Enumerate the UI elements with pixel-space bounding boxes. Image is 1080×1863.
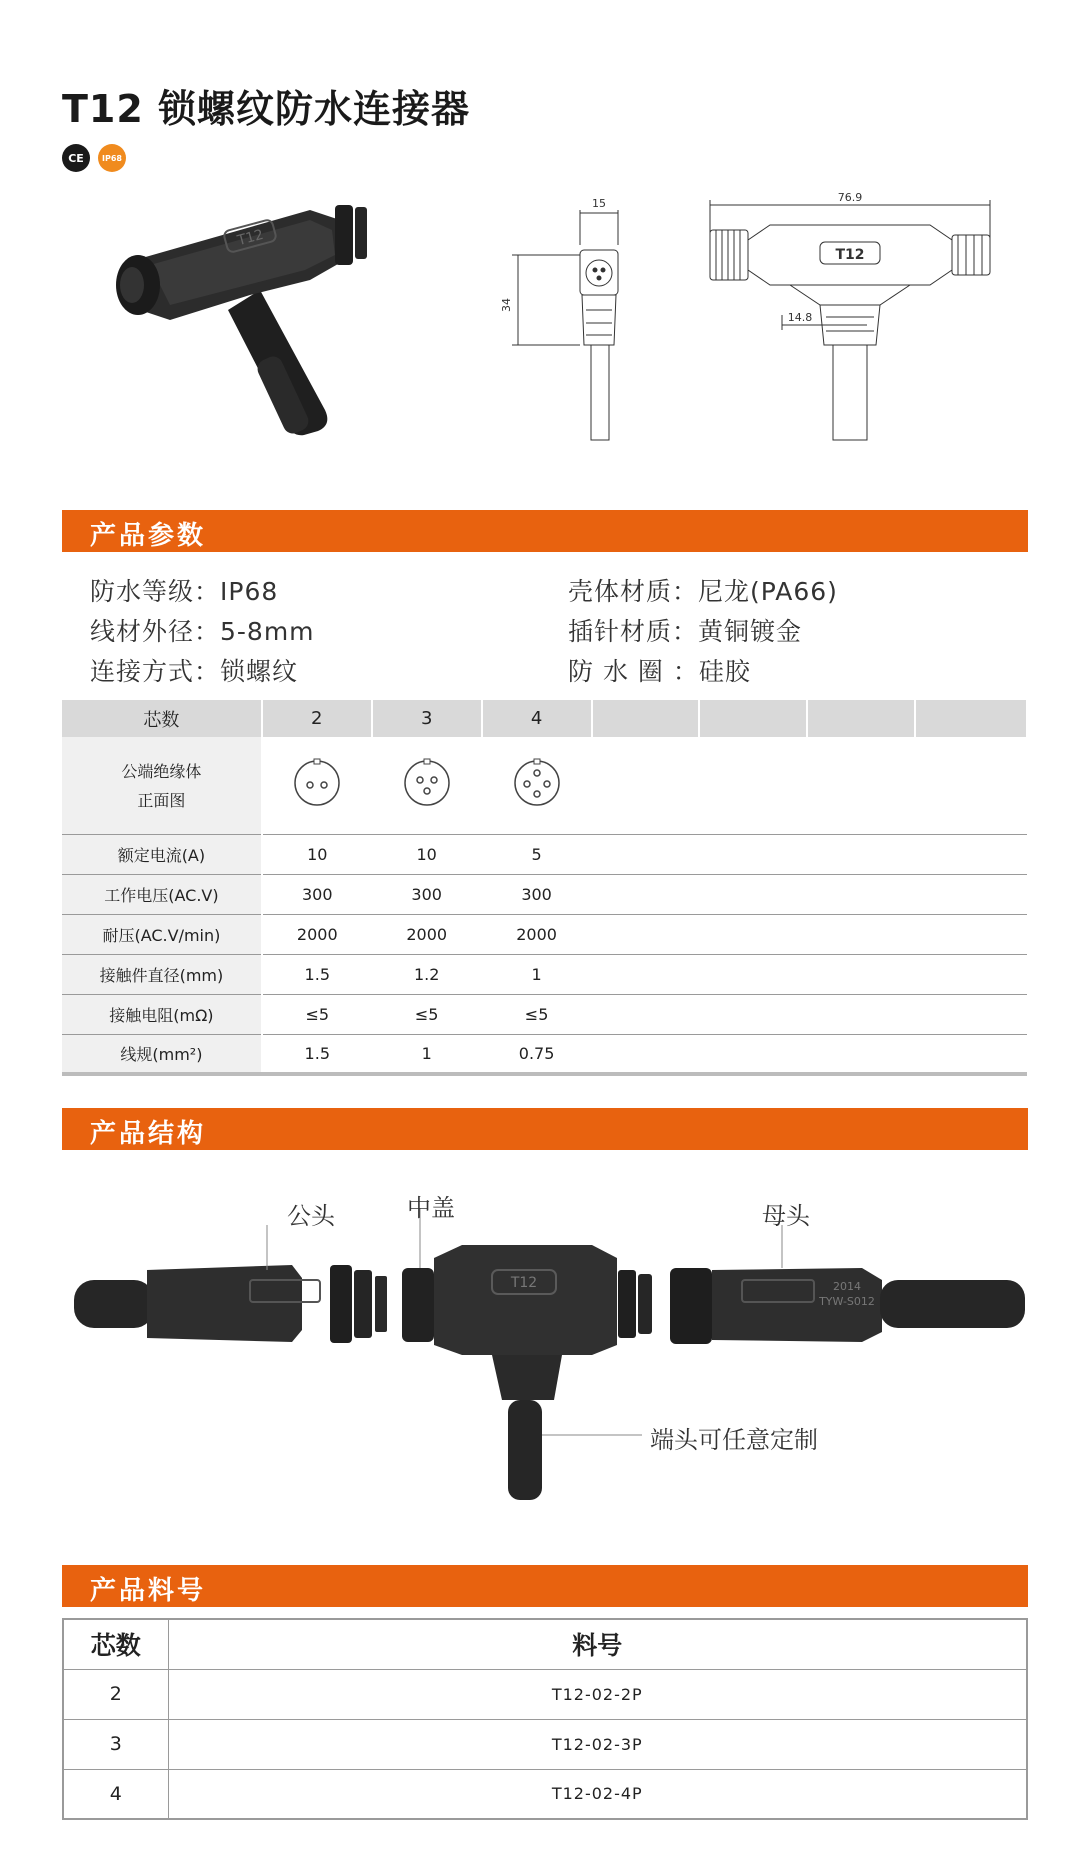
- param-pin-material: 插针材质：黄铜镀金: [568, 617, 803, 646]
- pin-diagram-2: [262, 737, 372, 834]
- table-row: 2 T12-02-2P: [63, 1669, 1027, 1719]
- spec-table: [62, 700, 1028, 1076]
- spec-header-col: [699, 700, 807, 737]
- front-view-drawing: [690, 185, 1020, 465]
- spec-header-col: 3: [372, 700, 482, 737]
- pin-4-icon: [512, 758, 562, 808]
- spec-header-row: [62, 700, 1027, 737]
- param-seal: 防 水 圈 ：硅胶: [568, 657, 751, 686]
- front-t12-label: T12: [835, 247, 865, 263]
- exploded-connector-icon: [62, 1160, 1028, 1520]
- female-print-2: TYW-S012: [819, 1295, 875, 1308]
- table-row: 耐压(AC.V/min) 2000 2000 2000: [62, 914, 1027, 954]
- table-row: 4 T12-02-4P: [63, 1769, 1027, 1819]
- param-cable-diameter: 线材外径：5-8mm: [90, 617, 315, 646]
- spec-header-col: 2: [262, 700, 372, 737]
- pin-3-icon: [402, 758, 452, 808]
- hero-t12-label: T12: [235, 226, 266, 250]
- label-female: 母头: [762, 1202, 810, 1230]
- table-row: 3 T12-02-3P: [63, 1719, 1027, 1769]
- table-row: [62, 737, 1027, 834]
- ip68-badge-icon: IP68: [98, 144, 126, 172]
- param-connection: 连接方式：锁螺纹: [90, 657, 299, 686]
- female-print-1: 2014: [833, 1280, 861, 1293]
- dim-branch: 14.8: [787, 311, 813, 324]
- pin-diagram-3: [372, 737, 482, 834]
- product-photo: [110, 205, 400, 455]
- spec-header-col: [915, 700, 1027, 737]
- dim-length: 76.9: [837, 191, 863, 204]
- parts-header-cores: 芯数: [63, 1619, 168, 1669]
- table-row: 额定电流(A) 10 10 5: [62, 834, 1027, 874]
- struct-t12-label: T12: [510, 1275, 538, 1291]
- table-row: 工作电压(AC.V) 300 300 300: [62, 874, 1027, 914]
- param-shell-material: 壳体材质：尼龙(PA66): [568, 577, 838, 606]
- label-male: 公头: [287, 1202, 335, 1230]
- part-number-table: [62, 1618, 1028, 1820]
- ce-badge-icon: CE: [62, 144, 90, 172]
- label-customizable-end: 端头可任意定制: [650, 1426, 818, 1454]
- section-header-partnumbers: 产品料号: [62, 1565, 1028, 1607]
- spec-header-col: [807, 700, 915, 737]
- spec-header-cores: 芯数: [62, 700, 262, 737]
- dim-side-width: 15: [592, 197, 606, 210]
- table-row: 接触电阻(mΩ) ≤5 ≤5 ≤5: [62, 994, 1027, 1034]
- pin-2-icon: [292, 758, 342, 808]
- pin-diagram-4: [482, 737, 592, 834]
- section-header-params: 产品参数: [62, 510, 1028, 552]
- certification-badges: [62, 144, 126, 172]
- side-view-drawing: [500, 185, 650, 465]
- dim-height: 34: [500, 298, 513, 312]
- pin-row-label: 公端绝缘体 正面图: [62, 737, 262, 834]
- structure-diagram: [62, 1160, 1028, 1520]
- param-waterproof: 防水等级：IP68: [90, 577, 279, 606]
- table-row: 线规(mm²) 1.5 1 0.75: [62, 1034, 1027, 1074]
- section-header-structure: 产品结构: [62, 1108, 1028, 1150]
- table-row: 接触件直径(mm) 1.5 1.2 1: [62, 954, 1027, 994]
- label-middle-cap: 中盖: [407, 1194, 455, 1222]
- page-title: T12 锁螺纹防水连接器: [62, 87, 471, 131]
- spec-header-col: [592, 700, 700, 737]
- spec-header-col: 4: [482, 700, 592, 737]
- parts-header-row: [63, 1619, 1027, 1669]
- parts-header-code: 料号: [168, 1619, 1027, 1669]
